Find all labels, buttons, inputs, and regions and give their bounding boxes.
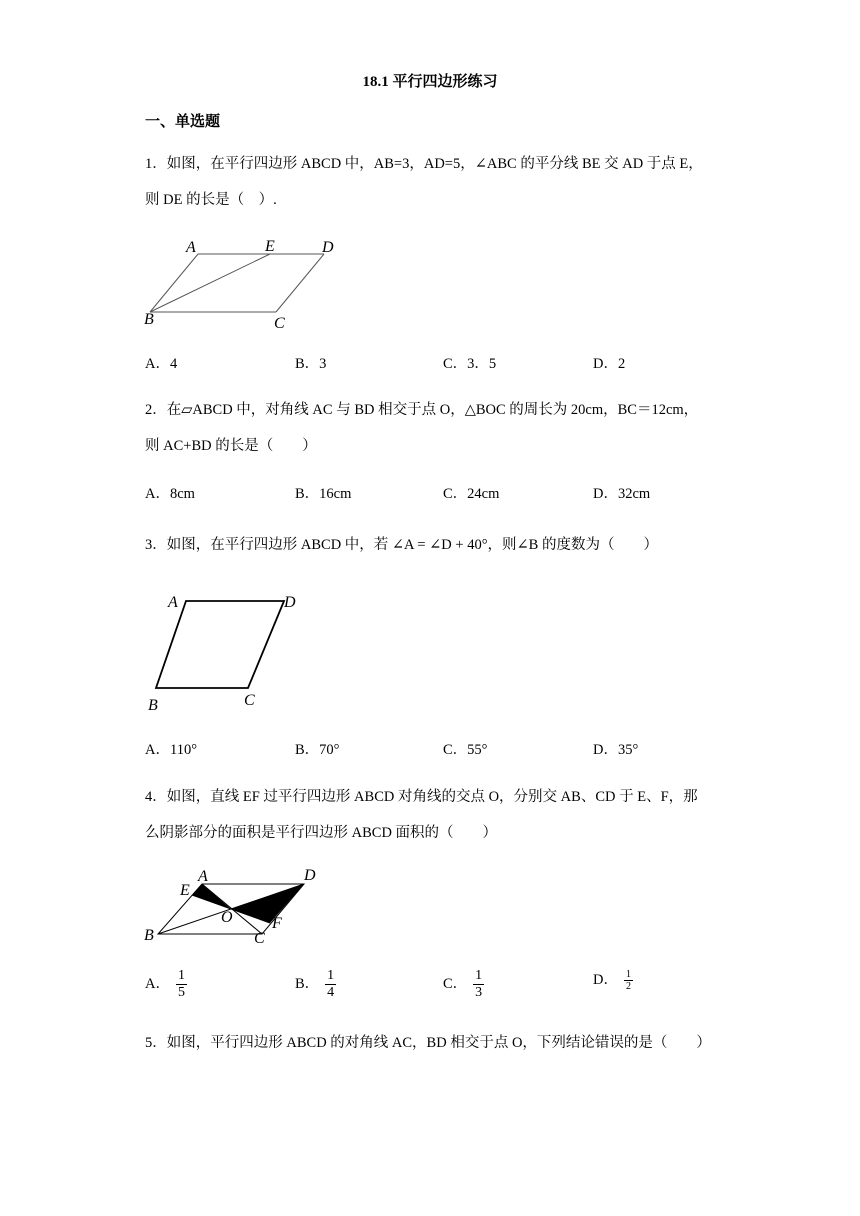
question-3-options (145, 738, 745, 778)
q4-fraction-d: $\frac{1}{2}$ (625, 969, 631, 993)
fig3-label-d: D (284, 594, 296, 611)
q2-option-c: C．24cm (443, 486, 500, 502)
fig4-label-a: A (198, 868, 208, 885)
q2-option-d: D．32cm (593, 486, 651, 502)
question-5 (145, 1025, 715, 1061)
q4-fraction-a: $\frac{1}{5}$ (177, 968, 185, 1000)
q4-option-a: A． $\frac{1}{5}$ (145, 968, 185, 1000)
q3-option-a: A．110° (145, 742, 197, 758)
fig4-label-d: D (304, 867, 316, 884)
fig1-label-e: E (265, 238, 275, 255)
q2-option-b: B．16cm (295, 486, 352, 502)
fig4-label-f: F (272, 915, 282, 932)
fig3-label-b: B (148, 697, 158, 714)
q1-option-a: A．4 (145, 356, 178, 372)
fig1-label-d: D (322, 239, 334, 256)
fig4-label-b: B (144, 927, 154, 944)
fig4-label-o: O (221, 909, 233, 926)
question-1 (145, 146, 715, 218)
question-5-line-1: 5．如图，平行四边形 ABCD 的对角线 AC，BD 相交于点 O，下列结论错误的是（ ） (145, 1035, 711, 1051)
q3-option-b: B．70° (295, 742, 340, 758)
fig4-label-c: C (254, 930, 265, 947)
question-3 (145, 527, 715, 563)
question-1-line-1: 1．如图，在平行四边形 ABCD 中，AB=3，AD=5，∠ABC 的平分线 BE 交 AD 于点 E， (145, 156, 703, 172)
fig3-label-a: A (168, 594, 178, 611)
fig3-label-c: C (244, 692, 255, 709)
question-2-line-2: 则 AC+BD 的长是（ ） (145, 438, 317, 454)
question-4-options (145, 968, 745, 1008)
question-2-options (145, 482, 745, 522)
fig1-label-b: B (144, 311, 154, 328)
q3-option-c: C．55° (443, 742, 488, 758)
question-4-line-2: 么阴影部分的面积是平行四边形 ABCD 面积的（ ） (145, 825, 498, 841)
q4-option-b: B． $\frac{1}{4}$ (295, 968, 335, 1000)
question-4-line-1: 4．如图，直线 EF 过平行四边形 ABCD 对角线的交点 O，分别交 AB、CD 于 E、F，那 (145, 789, 698, 805)
question-1-figure (138, 232, 348, 332)
page-title: 18.1 平行四边形练习 (362, 74, 498, 90)
question-1-line-2: 则 DE 的长是（ ）. (145, 192, 277, 208)
fig4-label-e: E (180, 882, 190, 899)
question-3-line-1: 3．如图，在平行四边形 ABCD 中，若 ∠A = ∠D + 40°，则∠B 的度数为（ ） (145, 537, 658, 553)
q4-fraction-c: $\frac{1}{3}$ (475, 968, 483, 1000)
question-1-options (145, 352, 745, 392)
question-3-figure (140, 588, 320, 718)
q3-option-d: D．35° (593, 742, 639, 758)
q1-option-c: C．3．5 (443, 356, 497, 372)
shaded-triangle-aeo (192, 884, 231, 909)
fig1-label-c: C (274, 315, 285, 332)
q2-option-a: A．8cm (145, 486, 195, 502)
section-heading: 一、单选题 (145, 114, 221, 130)
q4-fraction-b: $\frac{1}{4}$ (327, 968, 335, 1000)
question-2-line-1: 2．在▱ABCD 中，对角线 AC 与 BD 相交于点 O，△BOC 的周长为 20cm，BC＝12cm， (145, 402, 699, 418)
question-4 (145, 779, 715, 851)
fig1-label-a: A (186, 239, 196, 256)
q1-option-b: B．3 (295, 356, 327, 372)
q4-option-c: C． $\frac{1}{3}$ (443, 968, 483, 1000)
q1-option-d: D．2 (593, 356, 626, 372)
question-2 (145, 392, 715, 464)
question-4-figure (140, 864, 340, 949)
q4-option-d: D． $\frac{1}{2}$ (593, 969, 631, 993)
